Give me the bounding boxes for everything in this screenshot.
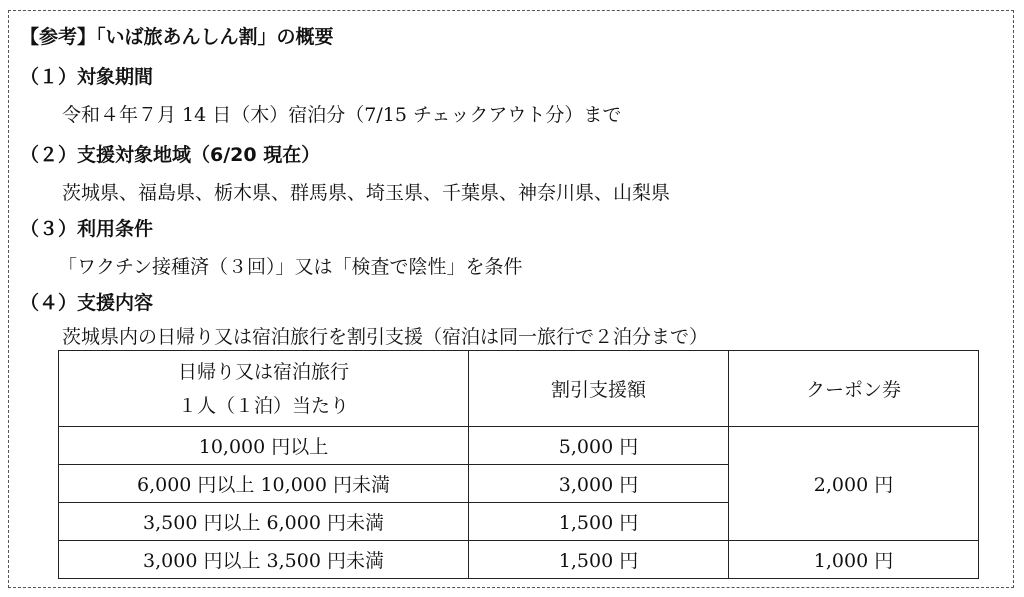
section-title-region: （２）支援対象地域（6/20 現在） xyxy=(20,144,321,166)
header-trip-price xyxy=(59,351,469,427)
section-body-conditions: 「ワクチン接種済（３回）」又は「検査で陰性」を条件 xyxy=(58,256,523,278)
discount-table xyxy=(58,350,979,579)
table-row xyxy=(59,541,979,579)
cell-coupon-last: 1,000 円 xyxy=(729,541,979,579)
section-title-conditions: （３）利用条件 xyxy=(20,218,154,240)
page-heading: 【参考】「いば旅あんしん割」の概要 xyxy=(20,26,334,48)
section-title-support: （４）支援内容 xyxy=(20,292,154,314)
section-title-period: （１）対象期間 xyxy=(20,66,154,88)
cell-discount: 5,000 円 xyxy=(469,427,729,465)
cell-price: 10,000 円以上 xyxy=(59,427,469,465)
header-coupon: クーポン券 xyxy=(729,351,979,427)
cell-discount: 1,500 円 xyxy=(469,503,729,541)
header-discount: 割引支援額 xyxy=(469,351,729,427)
section-body-period: 令和４年７月 14 日（木）宿泊分（7/15 チェックアウト分）まで xyxy=(62,104,622,126)
cell-price: 6,000 円以上 10,000 円未満 xyxy=(59,465,469,503)
section-body-support: 茨城県内の日帰り又は宿泊旅行を割引支援（宿泊は同一旅行で２泊分まで） xyxy=(62,326,709,348)
cell-discount: 3,000 円 xyxy=(469,465,729,503)
section-body-region: 茨城県、福島県、栃木県、群馬県、埼玉県、千葉県、神奈川県、山梨県 xyxy=(62,182,671,204)
table-header-row xyxy=(59,351,979,427)
cell-discount: 1,500 円 xyxy=(469,541,729,579)
table-row xyxy=(59,427,979,465)
header-trip-price-line2: １人（１泊）当たり xyxy=(177,394,349,417)
cell-price: 3,000 円以上 3,500 円未満 xyxy=(59,541,469,579)
cell-price: 3,500 円以上 6,000 円未満 xyxy=(59,503,469,541)
cell-coupon-group: 2,000 円 xyxy=(729,427,979,541)
header-trip-price-line1: 日帰り又は宿泊旅行 xyxy=(177,360,349,383)
